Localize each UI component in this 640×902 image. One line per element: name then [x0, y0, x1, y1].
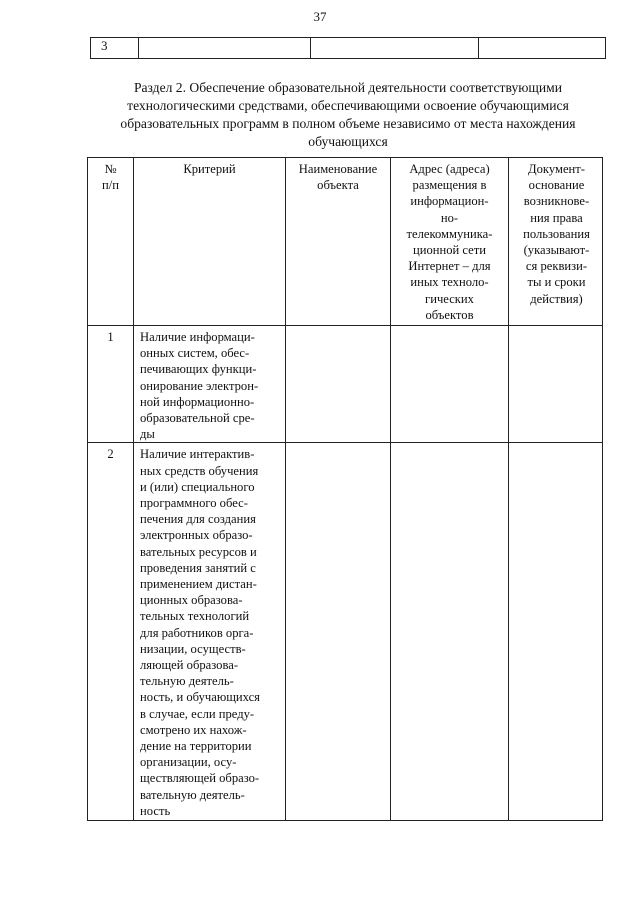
page-number: 37	[313, 9, 327, 24]
empty-cell	[310, 38, 478, 59]
heading-line: Раздел 2. Обеспечение образовательной деятельности соответствующими	[133, 80, 563, 95]
empty-cell	[286, 443, 391, 821]
empty-cell	[391, 443, 509, 821]
empty-cell	[139, 38, 311, 59]
empty-cell	[391, 326, 509, 443]
table-row	[88, 326, 603, 443]
heading-line: обучающихся	[308, 134, 388, 149]
header-criterion: Критерий	[134, 158, 286, 326]
row-number: 1	[88, 326, 134, 443]
table-header-row	[88, 158, 603, 326]
empty-cell	[509, 443, 603, 821]
row-number: 2	[88, 443, 134, 821]
criterion-cell: Наличие информаци- онных систем, обес- печивающих функци- онирование электрон- ной информационно- образовательной сре- ды	[134, 326, 286, 443]
header-document: Документ- основание возникнове- ния права пользования (указывают- ся реквизи- ты и сроки действия)	[509, 158, 603, 326]
empty-cell	[509, 326, 603, 443]
empty-cell	[286, 326, 391, 443]
header-number: № п/п	[88, 158, 134, 326]
table-row	[91, 38, 606, 59]
heading-line: технологическими средствами, обеспечивающими освоение обучающимися	[127, 98, 569, 113]
table-row	[88, 443, 603, 821]
empty-cell	[478, 38, 605, 59]
header-object-name: Наименование объекта	[286, 158, 391, 326]
resources-table	[87, 157, 603, 821]
header-address: Адрес (адреса) размещения в информацион- но- телекоммуника- ционной сети Интернет – для иных техноло- гических объектов	[391, 158, 509, 326]
heading-line: образовательных программ в полном объеме независимо от места нахождения	[120, 116, 576, 131]
continued-table-row	[90, 37, 606, 59]
section-heading	[105, 79, 591, 151]
criterion-cell: Наличие интерактив- ных средств обучения и (или) специального программного обес- печения для создания электронных образо- вательных ресурсов и проведения занятий с применением дистан- ционных образова- тельных технологий для работников орга- низации, осуществ- ляющей образова- тельную деятель- ность, и обучающихся в случае, если преду- смотрено их нахож- дение на территории организации, осу- ществляющей образо- вательную деятель- ность	[134, 443, 286, 821]
row-number-cell: 3	[91, 38, 139, 59]
